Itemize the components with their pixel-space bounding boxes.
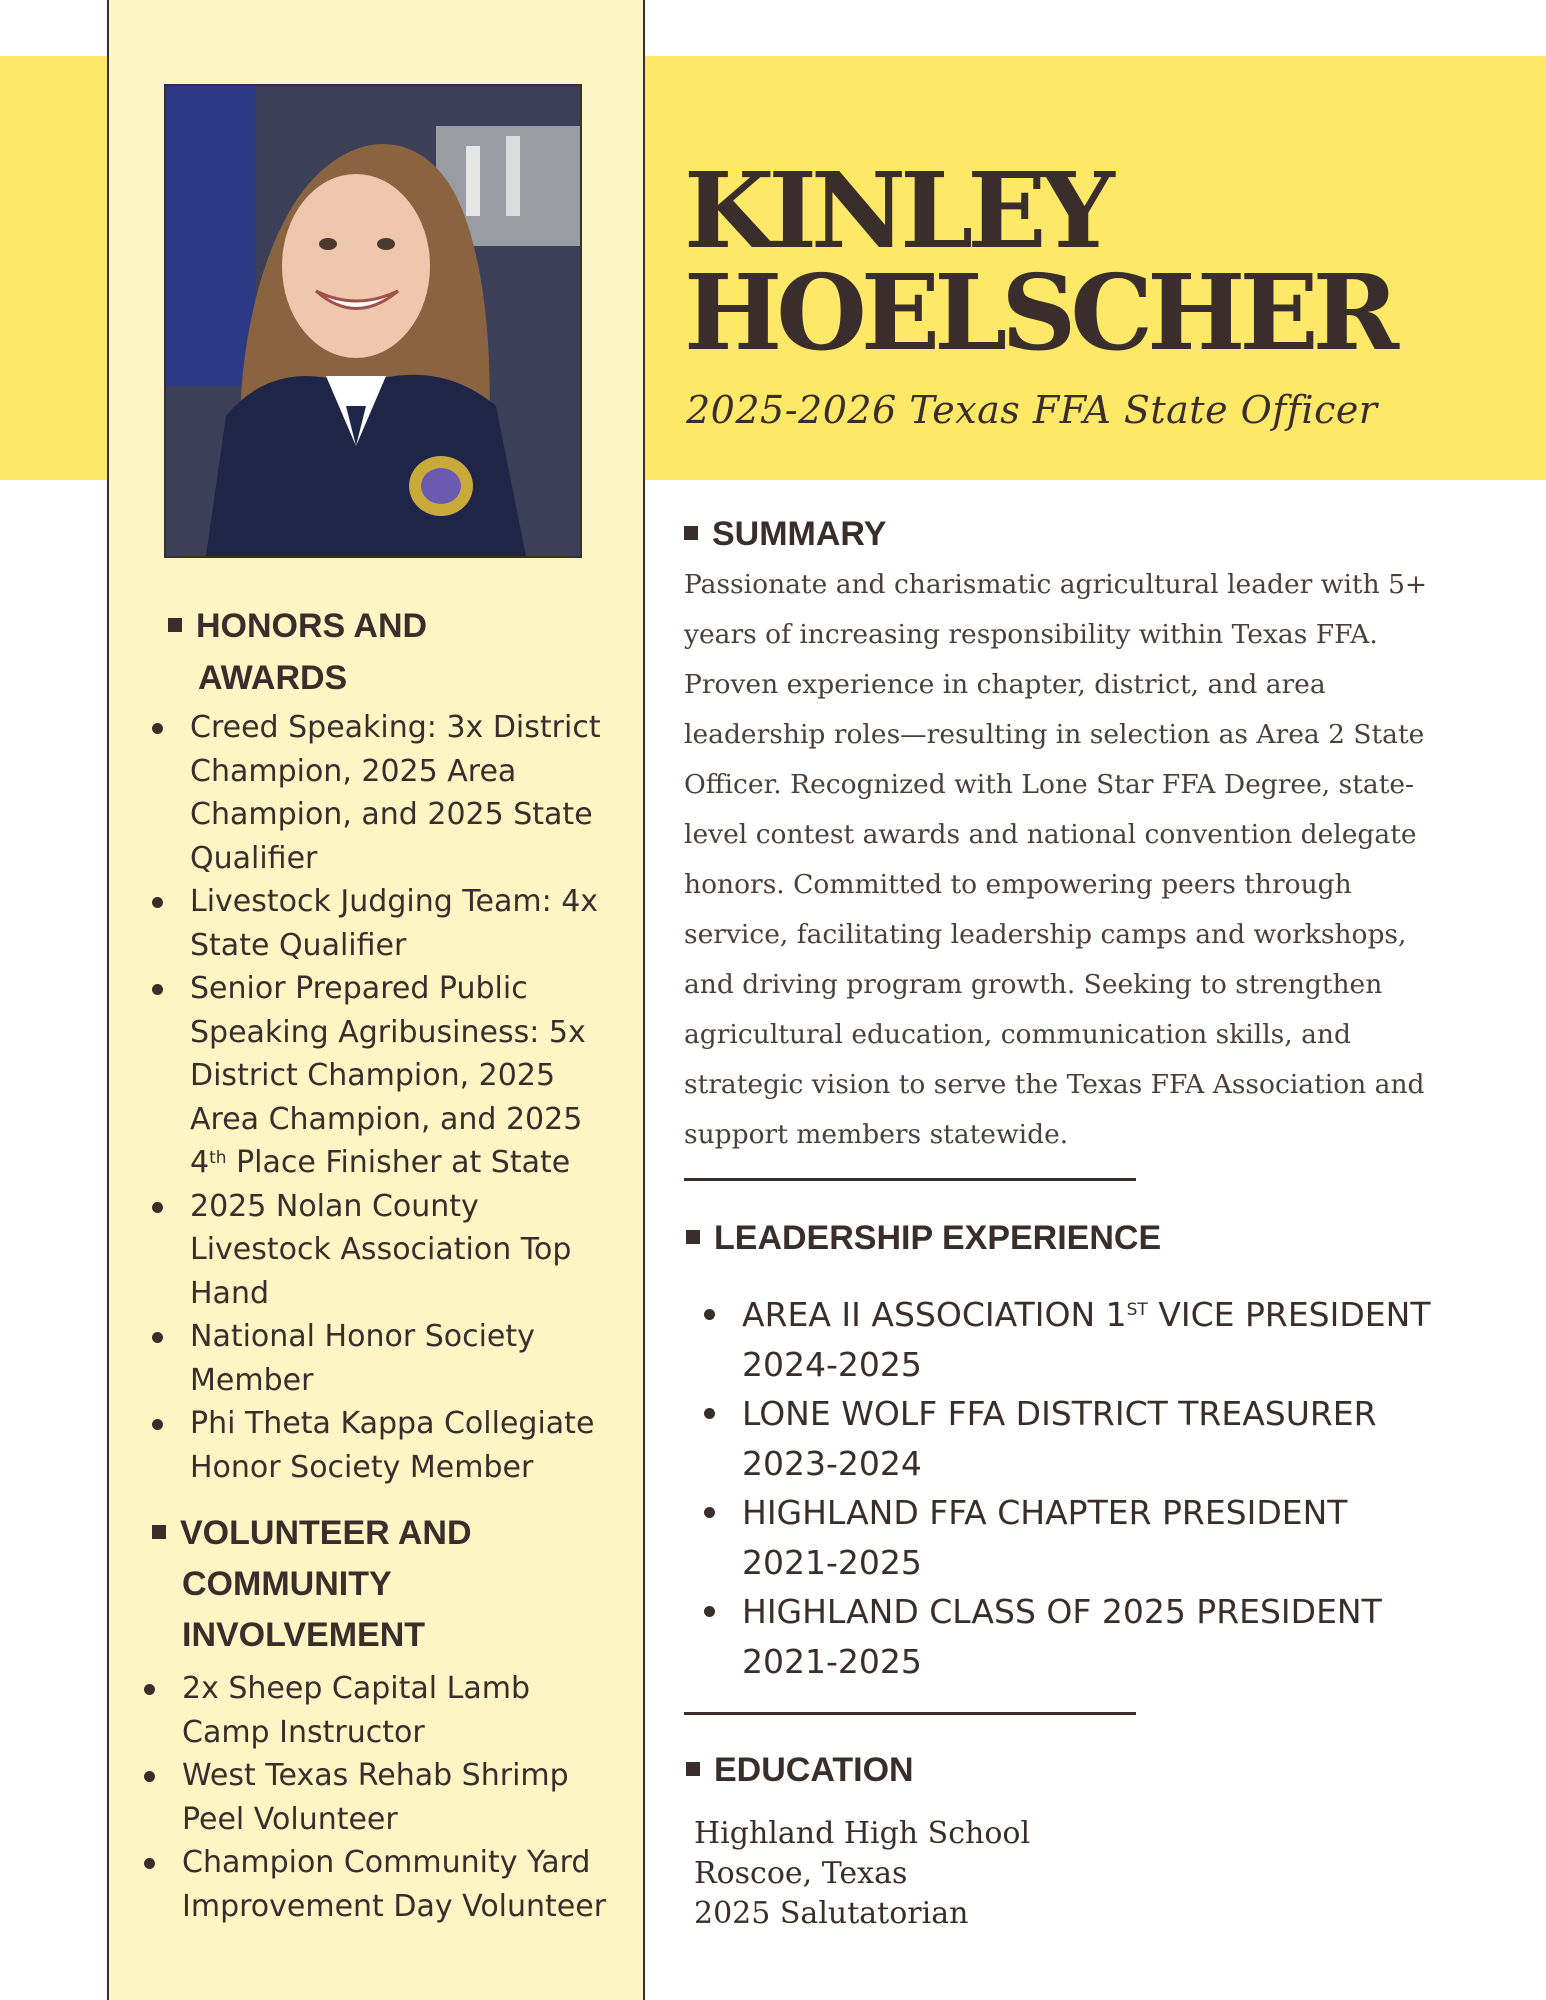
leadership-list [704,1290,1484,1686]
list-item [704,1587,1484,1686]
list-item-text: AREA II ASSOCIATION 1 [742,1295,1127,1334]
education-section-title [686,1748,914,1792]
list-item: Champion Community Yard Improvement Day Volunteer [144,1841,614,1928]
square-bullet-icon [686,1230,700,1244]
list-item [704,1488,1484,1587]
profile-photo [164,84,582,558]
leadership-title-text: LEADERSHIP EXPERIENCE [714,1219,1162,1257]
list-item-text: VICE PRESIDENT [1147,1295,1431,1334]
section-divider [684,1712,1136,1715]
ordinal-suffix: th [209,1148,227,1168]
list-item: West Texas Rehab Shrimp Peel Volunteer [144,1754,614,1841]
list-item-text: 4 [190,1145,210,1180]
honors-title-line2: AWARDS [198,659,348,697]
list-item: 2x Sheep Capital Lamb Camp Instructor [144,1667,614,1754]
square-bullet-icon [152,1525,166,1539]
list-item [704,1290,1484,1389]
volunteer-title-line2: COMMUNITY [182,1565,392,1603]
summary-title-text: SUMMARY [712,515,887,553]
leadership-section-title [686,1216,1161,1260]
list-item [152,967,620,1185]
officer-subtitle: 2025-2026 Texas FFA State Officer [686,388,1378,432]
list-item: 2025 Nolan County Livestock Association Top Hand [152,1185,620,1316]
list-item-years: 2023-2024 [742,1443,922,1483]
ordinal-suffix: ST [1126,1300,1148,1320]
list-item-text: HIGHLAND FFA CHAPTER PRESIDENT [742,1493,1348,1532]
volunteer-title-line1: VOLUNTEER AND [180,1514,472,1552]
summary-section-title [684,512,886,556]
volunteer-title-line3: INVOLVEMENT [182,1616,426,1654]
list-item-text: HIGHLAND CLASS OF 2025 PRESIDENT [742,1592,1382,1631]
portrait-illustration [166,86,580,556]
name-line1: KINLEY [684,149,1109,272]
section-divider [684,1178,1136,1181]
list-item-text: Senior Prepared Public Speaking Agribusiness: 5x District Champion, 2025 Area Champion, and 2025 [190,971,586,1137]
honors-list [152,706,620,1489]
honors-section-title [168,600,588,704]
list-item-text: Place Finisher at State [226,1145,571,1180]
list-item [704,1389,1484,1488]
education-details [694,1814,1030,1934]
education-honor: 2025 Salutatorian [694,1896,969,1931]
list-item-years: 2021-2025 [742,1542,922,1582]
education-school: Highland High School [694,1816,1031,1851]
square-bullet-icon [168,618,182,632]
list-item: Phi Theta Kappa Collegiate Honor Society Member [152,1402,620,1489]
list-item-years: 2024-2025 [742,1344,922,1384]
education-location: Roscoe, Texas [694,1856,908,1891]
name-line2: HOELSCHER [684,251,1394,374]
volunteer-list [144,1667,614,1928]
square-bullet-icon [686,1762,700,1776]
volunteer-section-title [152,1508,602,1661]
list-item-text: LONE WOLF FFA DISTRICT TREASURER [742,1394,1377,1433]
list-item: Creed Speaking: 3x District Champion, 2025 Area Champion, and 2025 State Qualifier [152,706,620,880]
square-bullet-icon [684,526,698,540]
list-item: National Honor Society Member [152,1315,620,1402]
honors-title-line1: HONORS AND [196,607,428,645]
education-title-text: EDUCATION [714,1751,914,1789]
summary-paragraph: Passionate and charismatic agricultural leader with 5+ years of increasing responsibility within Texas FFA. Proven experience in chapter, district, and area leadership roles—resulting in selection as Area 2 State Officer. Recognized with Lone Star FFA Degree, state-level contest awards and national convention delegate honors. Committed to empowering peers through service, facilitating leadership camps and workshops, and driving program growth. Seeking to strengthen agricultural education, communication skills, and strategic vision to serve the Texas FFA Association and support members statewide. [684,569,1428,1150]
resume-name [684,149,1394,374]
header-band-left [0,56,108,480]
list-item: Livestock Judging Team: 4x State Qualifier [152,880,620,967]
list-item-years: 2021-2025 [742,1641,922,1681]
